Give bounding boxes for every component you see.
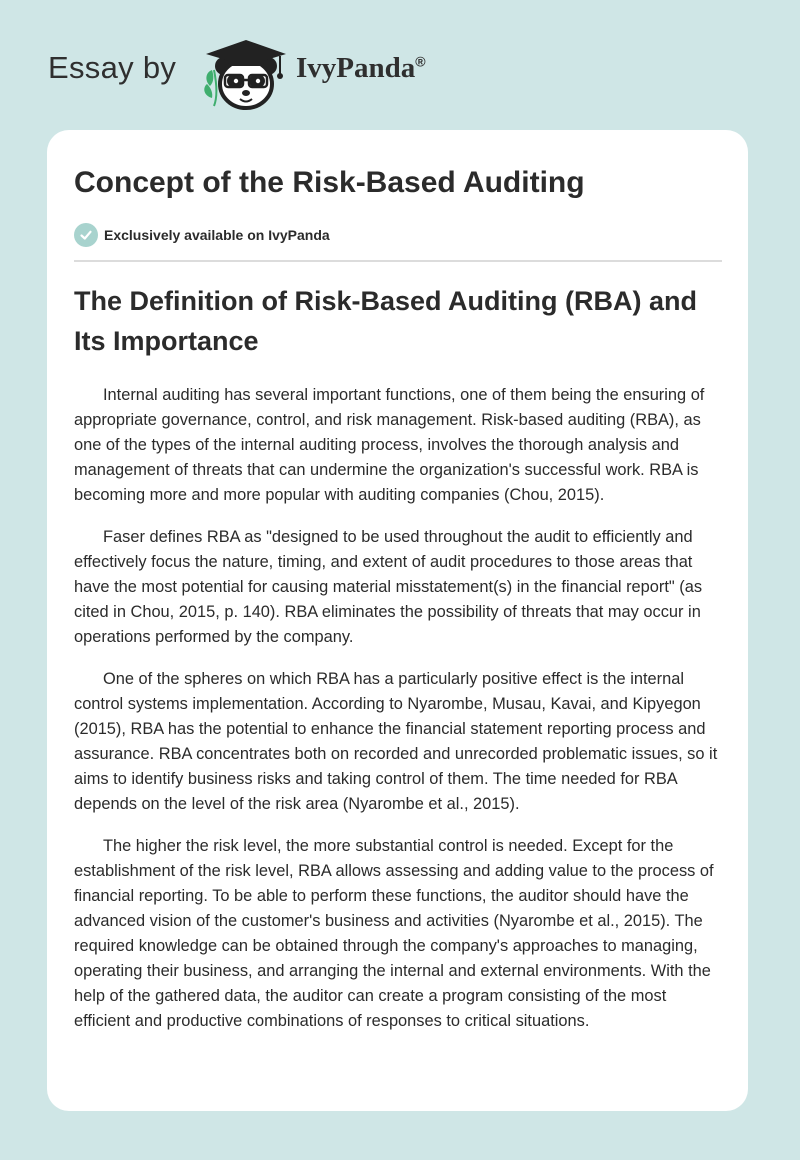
paragraph: The higher the risk level, the more substantial control is needed. Except for the establishment of the risk level, RBA allows assessing and adding value to the process of financial reporting. To be able to perform these functions, the auditor should have the advanced vision of the customer's business and activities (Nyarombe et al., 2015). The required knowledge can be obtained through the company's approaches to managing, operating their business, and arranging the internal and external environments. With the help of the gathered data, the auditor can create a program consisting of the most efficient and productive combinations of responses to critical situations. [74,837,714,1030]
article-card [47,130,748,1111]
paragraph: Faser defines RBA as "designed to be used throughout the audit to efficiently and effectively focus the nature, timing, and extent of audit procedures to those areas that have the most potential for causing material misstatement(s) in the financial report" (as cited in Chou, 2015, p. 140). RBA eliminates the possibility of threats that may occur in operations performed by the company. [74,528,703,646]
brand-prefix: Essay by [48,50,177,85]
badge-text: Exclusively available on IvyPanda [104,227,330,243]
page-title: Concept of the Risk-Based Auditing [74,166,585,199]
paragraph: One of the spheres on which RBA has a particularly positive effect is the internal control systems implementation. According to Nyarombe, Musau, Kavai, and Kipyegon (2015), RBA has the potential to enhance the financial statement reporting process and assurance. RBA concentrates both on recorded and unrecorded problematic issues, so it aims to identify business risks and taking control of them. The time needed for RBA depends on the level of the risk area (Nyarombe et al., 2015). [74,670,718,813]
site-header [0,0,800,130]
article-body [74,383,724,1051]
paragraph: Internal auditing has several important functions, one of them being the ensuring of appropriate governance, control, and risk management. Risk-based auditing (RBA), as one of the types of the internal auditing process, involves the thorough analysis and management of threats that can undermine the organization's successful work. RBA is becoming more and more popular with auditing companies (Chou, 2015). [74,386,705,504]
exclusive-badge [74,223,330,247]
divider [74,260,722,262]
panda-graduation-cap-icon[interactable] [200,36,292,114]
brand-name[interactable]: IvyPanda® [296,52,426,84]
registered-mark: ® [415,53,426,70]
section-heading: The Definition of Risk-Based Auditing (RBA) and Its Importance [74,286,697,356]
checkmark-icon [74,223,98,247]
